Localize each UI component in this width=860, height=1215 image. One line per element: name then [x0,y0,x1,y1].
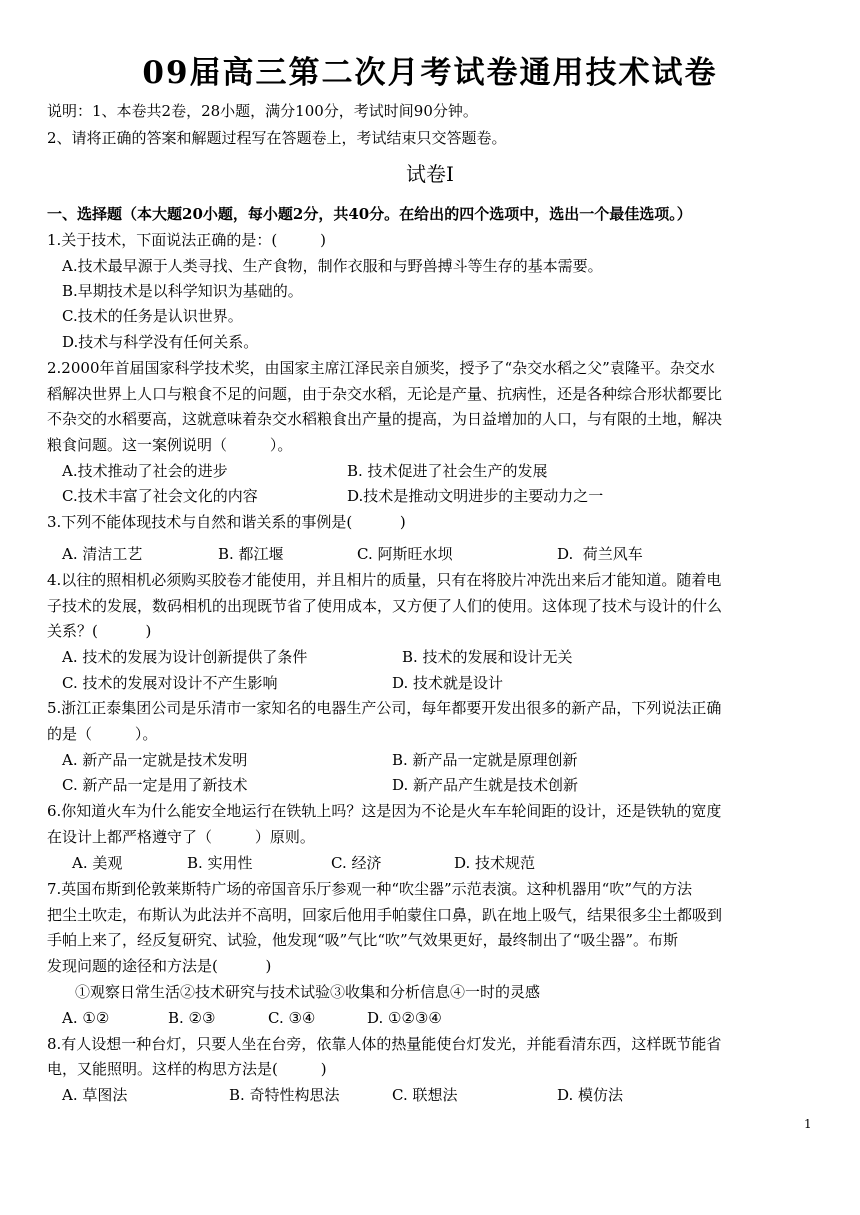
exam-title: 09届高三第二次月考试卷通用技术试卷 [142,55,718,91]
q2-option-b: B. 技术促进了社会生产的发展 [347,462,548,480]
q8-option-d: D. 模仿法 [557,1086,624,1104]
q3-option-c: C. 阿斯旺水坝 [357,545,453,563]
section-heading: 一、选择题（本大题20小题，每小题2分，共40分。在给出的四个选项中，选出一个最佳选项。） [47,205,692,223]
q5-option-d: D. 新产品产生就是技术创新 [392,776,579,794]
q4-stem-line-1: 4.以往的照相机必须购买胶卷才能使用，并且相片的质量，只有在将胶片冲洗出来后才能知道。随着电 [47,571,722,589]
q7-option-d: D. ①②③④ [367,1009,442,1027]
q5-option-b: B. 新产品一定就是原理创新 [392,751,578,769]
q3-option-b: B. 都江堰 [218,545,284,563]
q8-option-a: A. 草图法 [62,1086,128,1104]
q1-option-d: D.技术与科学没有任何关系。 [62,333,259,351]
q5-option-a: A. 新产品一定就是技术发明 [62,751,248,769]
q6-option-b: B. 实用性 [187,854,253,872]
q3-option-d: D. 荷兰风车 [557,545,643,563]
q2-stem-line-2: 稻解决世界上人口与粮食不足的问题，由于杂交水稻，无论是产量、抗病性，还是各种综合形状都要比 [47,385,723,403]
q3-option-a: A. 清洁工艺 [62,545,143,563]
q4-option-b: B. 技术的发展和设计无关 [402,648,573,666]
q6-option-c: C. 经济 [331,854,382,872]
q1-option-c: C.技术的任务是认识世界。 [62,307,243,325]
q4-option-c: C. 技术的发展对设计不产生影响 [62,674,278,692]
q4-option-a: A. 技术的发展为设计创新提供了条件 [62,648,308,666]
q3-stem: 3.下列不能体现技术与自然和谐关系的事例是( ) [47,513,406,531]
q1-option-a: A.技术最早源于人类寻找、生产食物，制作衣服和与野兽搏斗等生存的基本需要。 [62,257,603,275]
q7-stem-line-2: 把尘土吹走，布斯认为此法并不高明，回家后他用手帕蒙住口鼻，趴在地上吸气，结果很多尘土都吸到 [47,906,723,924]
q7-statement-list: ①观察日常生活②技术研究与技术试验③收集和分析信息④一时的灵感 [75,983,541,1001]
q8-stem-line-2: 电，又能照明。这样的构思方法是( ) [47,1060,327,1078]
q7-stem-line-3: 手帕上来了，经反复研究、试验，他发现“吸”气比“吹”气效果更好，最终制出了“吸尘器”。布斯 [47,931,679,949]
q6-option-d: D. 技术规范 [454,854,536,872]
q8-option-b: B. 奇特性构思法 [229,1086,340,1104]
q7-option-b: B. ②③ [168,1009,216,1027]
q5-stem-line-2: 的是（ ）。 [47,725,158,743]
q4-stem-line-3: 关系？( ) [47,622,152,640]
page-number: 1 [804,1117,812,1131]
q5-option-c: C. 新产品一定是用了新技术 [62,776,248,794]
q7-option-a: A. ①② [62,1009,110,1027]
q2-stem-line-4: 粮食问题。这一案例说明（ ）。 [47,436,293,454]
instructions-line-1: 说明：1、本卷共2卷，28小题，满分100分，考试时间90分钟。 [47,102,478,120]
q5-stem-line-1: 5.浙江正泰集团公司是乐清市一家知名的电器生产公司，每年都要开发出很多的新产品，下列说法正确 [47,699,722,717]
q6-stem-line-2: 在设计上都严格遵守了（ ）原则。 [47,828,315,846]
q2-stem-line-3: 不杂交的水稻要高，这就意味着杂交水稻粮食出产量的提高，为日益增加的人口，与有限的土地，解决 [47,410,723,428]
q1-stem: 1.关于技术，下面说法正确的是：( ) [47,231,326,249]
q4-stem-line-2: 子技术的发展，数码相机的出现既节省了使用成本，又方便了人们的使用。这体现了技术与设计的什么 [47,597,723,615]
q6-option-a: A. 美观 [72,854,123,872]
q8-option-c: C. 联想法 [392,1086,458,1104]
q1-option-b: B.早期技术是以科学知识为基础的。 [62,282,303,300]
instructions-line-2: 2、请将正确的答案和解题过程写在答题卷上，考试结束只交答题卷。 [47,129,507,147]
q7-stem-line-4: 发现问题的途径和方法是( ) [47,957,272,975]
q2-option-d: D.技术是推动文明进步的主要动力之一 [347,487,604,505]
q2-option-a: A.技术推动了社会的进步 [62,462,228,480]
section-title: 试卷Ⅰ [406,162,454,186]
q8-stem-line-1: 8.有人设想一种台灯，只要人坐在台旁，依靠人体的热量能使台灯发光，并能看清东西，这样既节能省 [47,1035,722,1053]
q6-stem-line-1: 6.你知道火车为什么能安全地运行在铁轨上吗？这是因为不论是火车车轮间距的设计，还是铁轨的宽度 [47,802,722,820]
q7-option-c: C. ③④ [268,1009,316,1027]
q2-stem-line-1: 2.2000年首届国家科学技术奖，由国家主席江泽民亲自颁奖，授予了“杂交水稻之父”袁隆平。杂交水 [47,359,715,377]
q2-option-c: C.技术丰富了社会文化的内容 [62,487,258,505]
q4-option-d: D. 技术就是设计 [392,674,504,692]
q7-stem-line-1: 7.英国布斯到伦敦莱斯特广场的帝国音乐厅参观一种“吹尘器”示范表演。这种机器用“吹”气的方法 [47,880,692,898]
